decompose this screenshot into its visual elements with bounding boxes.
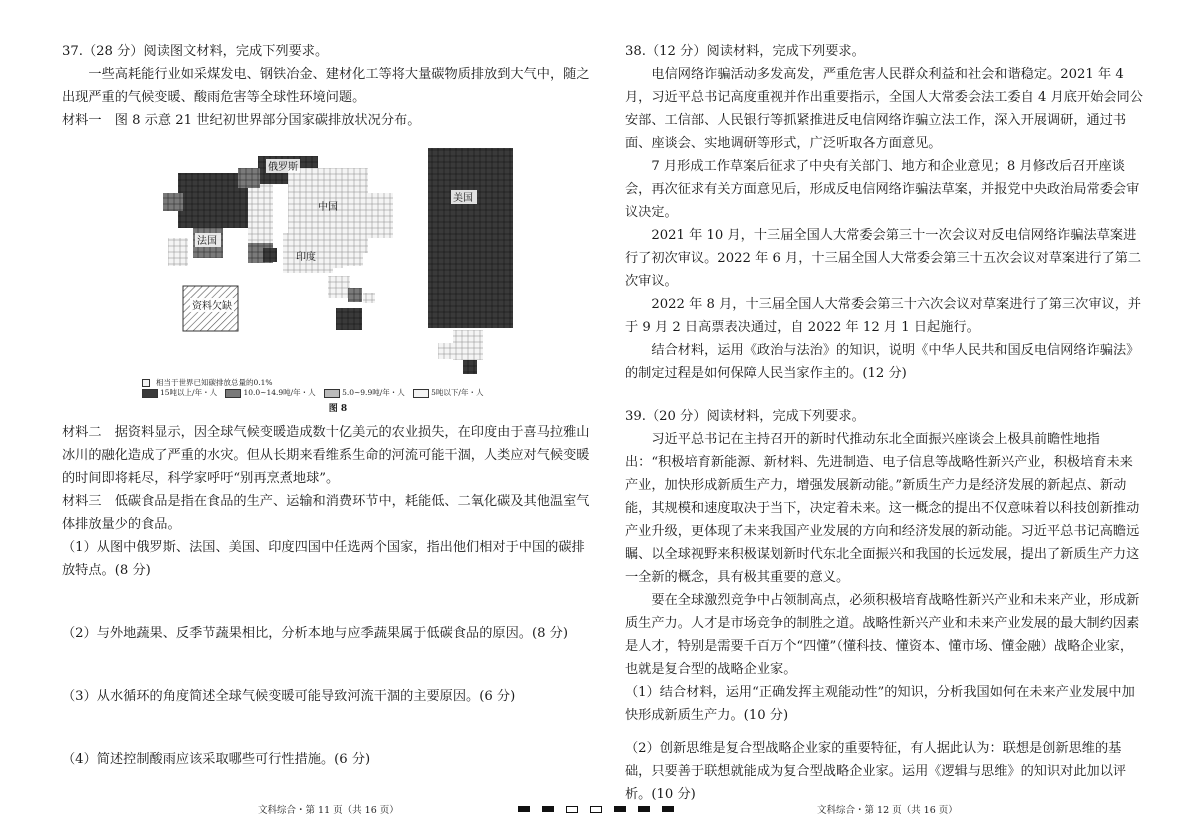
map-figure bbox=[138, 138, 538, 378]
q37-sub1: （1）从图中俄罗斯、法国、美国、印度四国中任选两个国家，指出他们相对于中国的碳排放特点。(8 分) bbox=[62, 540, 585, 578]
q37-intro: 一些高耗能行业如采煤发电、钢铁冶金、建材化工等将大量碳物质排放到大气中，随之出现严重的气候变暖、酸雨危害等全球性环境问题。 bbox=[62, 67, 590, 105]
q38-para1: 电信网络诈骗活动多发高发，严重危害人民群众利益和社会和谐稳定。2021 年 4 月，习近平总书记高度重视并作出重要指示，全国人大常委会法工委自 4 月底开始会同公安部、工信部、人民银行等抓紧推进反电信网络诈骗立法工作，深入开展调研，通过书面、座谈会、实地调研等形式，广泛听取各方面意见。 bbox=[625, 67, 1143, 151]
map-label-india: 印度 bbox=[296, 252, 316, 263]
q38-question: 结合材料，运用《政治与法治》的知识，说明《中华人民共和国反电信网络诈骗法》的制定过程是如何保障人民当家作主的。(12 分) bbox=[625, 343, 1140, 381]
map-label-china: 中国 bbox=[318, 202, 338, 213]
legend-item-1: 15吨以上/年・人 bbox=[160, 388, 218, 397]
q37-sub3: （3）从水循环的角度简述全球气候变暖可能导致河流干涸的主要原因。(6 分) bbox=[62, 689, 516, 704]
q38-heading: 38.（12 分）阅读材料，完成下列要求。 bbox=[625, 44, 865, 59]
q39-para2: 要在全球激烈竞争中占领制高点，必须积极培育战略性新兴产业和未来产业，形成新质生产力。人才是市场竞争的制胜之道。战略性新兴产业和未来产业发展的最大制约因素是人才，特别是需要千百万个“四懂”（懂科技、懂资本、懂市场、懂金融）战略企业家，也就是复合型的战略企业家。 bbox=[625, 593, 1140, 677]
legend-item-2: 10.0~14.9吨/年・人 bbox=[243, 388, 316, 397]
left-page bbox=[62, 40, 592, 771]
legend-item-4: 5吨以下/年・人 bbox=[431, 388, 484, 397]
q39-heading: 39.（20 分）阅读材料，完成下列要求。 bbox=[625, 409, 865, 424]
registration-marks bbox=[518, 802, 686, 815]
map-legend bbox=[142, 378, 592, 398]
q39-sub1: （1）结合材料，运用“正确发挥主观能动性”的知识，分析我国如何在未来产业发展中加快形成新质生产力。(10 分) bbox=[625, 685, 1135, 723]
figure-caption: 图 8 bbox=[328, 404, 348, 414]
right-footer: 文科综合・第 12 页（共 16 页） bbox=[817, 805, 958, 816]
q39-sub2: （2）创新思维是复合型战略企业家的重要特征，有人据此认为：联想是创新思维的基础，只要善于联想就能成为复合型战略企业家。运用《逻辑与思维》的知识对此加以评析。(10 分) bbox=[625, 741, 1127, 802]
map-label-no-data: 资料欠缺 bbox=[192, 301, 232, 312]
legend-item-3: 5.0~9.9吨/年・人 bbox=[342, 388, 405, 397]
usa-block bbox=[428, 148, 513, 328]
carbon-emission-map bbox=[138, 138, 538, 378]
material-3: 材料三 低碳食品是指在食品的生产、运输和消费环节中，耗能低、二氧化碳及其他温室气体排放量少的食品。 bbox=[62, 494, 590, 532]
map-label-france: 法国 bbox=[197, 236, 217, 247]
q38-para2: 7 月形成工作草案后征求了中央有关部门、地方和企业意见；8 月修改后召开座谈会，再次征求有关方面意见后，形成反电信网络诈骗法草案，并报党中央政治局常委会审议决定。 bbox=[625, 159, 1140, 220]
left-footer: 文科综合・第 11 页（共 16 页） bbox=[258, 805, 399, 816]
map-label-russia: 俄罗斯 bbox=[268, 162, 298, 173]
europe-block bbox=[178, 173, 248, 228]
q38-para3: 2021 年 10 月，十三届全国人大常委会第三十一次会议对反电信网络诈骗法草案进行了初次审议。2022 年 6 月，十三届全国人大常委会第三十五次会议对草案进行了第二次审议。 bbox=[625, 228, 1142, 289]
q37-sub2: （2）与外地蔬果、反季节蔬果相比，分析本地与应季蔬果属于低碳食品的原因。(8 分) bbox=[62, 626, 569, 641]
q39-para1: 习近平总书记在主持召开的新时代推动东北全面振兴座谈会上极具前瞻性地指出：“积极培育新能源、新材料、先进制造、电子信息等战略性新兴产业，积极培育未来产业，加快形成新质生产力，增强发展新动能。”新质生产力是经济发展的新起点、新动能，其规模和速度取决于当下，决定着未来。这一概念的提出不仅意味着以科技创新推动产业升级，更体现了未来我国产业发展的方向和经济发展的新动能。习近平总书记高瞻远瞩、以全球视野来积极谋划新时代东北全面振兴和我国的长远发展，提出了新质生产力这一全新的概念，具有极其重要的意义。 bbox=[625, 432, 1140, 585]
material-1: 材料一 图 8 示意 21 世纪初世界部分国家碳排放状况分布。 bbox=[62, 113, 421, 128]
map-label-usa: 美国 bbox=[453, 193, 473, 204]
q37-sub4: （4）简述控制酸雨应该采取哪些可行性措施。(6 分) bbox=[62, 752, 371, 767]
right-page bbox=[625, 40, 1145, 806]
legend-note: 相当于世界已知碳排放总量的0.1% bbox=[156, 378, 273, 387]
material-2: 材料二 据资料显示，因全球气候变暖造成数十亿美元的农业损失，在印度由于喜马拉雅山冰川的融化造成了严重的水灾。但从长期来看维系生命的河流可能干涸，人类应对气候变暖的时间即将耗尽，科学家呼吁“别再烹煮地球”。 bbox=[62, 425, 590, 486]
q37-heading: 37.（28 分）阅读图文材料，完成下列要求。 bbox=[62, 44, 329, 59]
q38-para4: 2022 年 8 月，十三届全国人大常委会第三十六次会议对草案进行了第三次审议，并于 9 月 2 日高票表决通过，自 2022 年 12 月 1 日起施行。 bbox=[625, 297, 1142, 335]
